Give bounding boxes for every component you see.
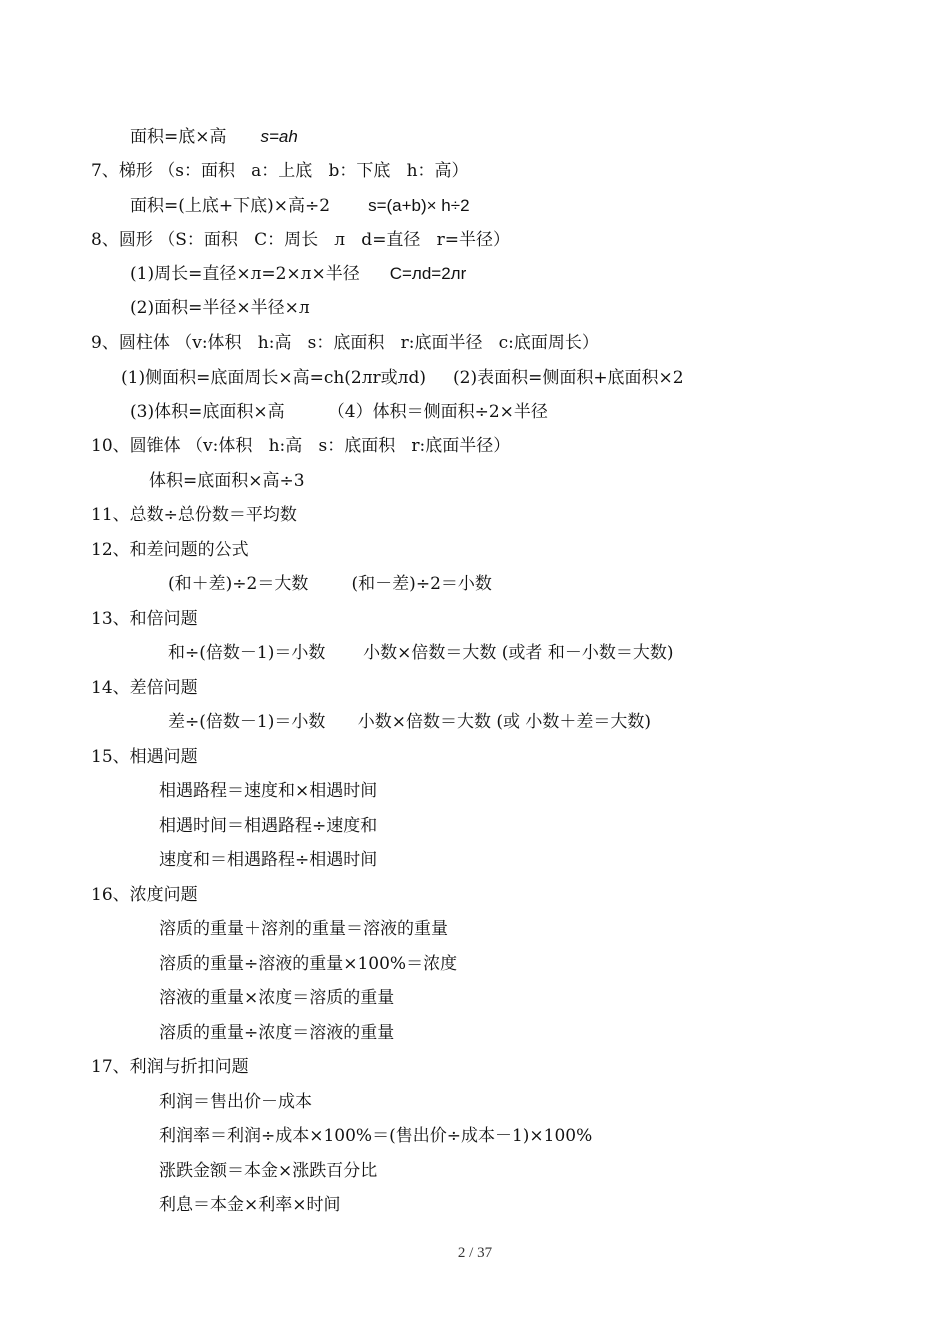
meeting-formula-3: 速度和＝相遇路程÷相遇时间 [159,850,378,870]
parallelogram-area-line [130,126,298,148]
page-number: 2 / 37 [457,1245,493,1261]
heading-sum-difference: 12、和差问题的公式 [91,540,249,560]
profit-formula-2: 利润率＝利润÷成本×100%＝(售出价÷成本－1)×100% [159,1126,593,1146]
text: 面积=(上底+下底)×高÷2 [130,196,331,216]
heading-trapezoid: 7、梯形 （s：面积 a：上底 b：下底 h：高） [91,161,469,181]
meeting-formula-1: 相遇路程＝速度和×相遇时间 [159,781,378,801]
formula: s=(a+b)× h÷2 [368,196,470,215]
profit-formula-3: 涨跌金额＝本金×涨跌百分比 [159,1161,378,1181]
cone-volume-line: 体积=底面积×高÷3 [149,471,305,491]
concentration-formula-1: 溶质的重量＋溶剂的重量＝溶液的重量 [159,919,448,939]
difference-multiple-formula: 差÷(倍数－1)＝小数 小数×倍数＝大数 (或 小数＋差＝大数) [168,712,652,732]
heading-circle: 8、圆形 （S：面积 C：周长 л d=直径 r=半径） [91,230,511,250]
profit-formula-1: 利润＝售出价－成本 [159,1092,312,1112]
heading-cylinder: 9、圆柱体 （v:体积 h:高 s：底面积 r:底面半径 c:底面周长） [91,333,599,353]
concentration-formula-3: 溶液的重量×浓度＝溶质的重量 [159,988,395,1008]
profit-formula-4: 利息＝本金×利率×时间 [159,1195,341,1215]
trapezoid-area-line [130,195,470,217]
circle-perimeter-line [130,263,466,285]
text: (1)周长=直径×л=2×л×半径 [130,264,360,284]
concentration-formula-2: 溶质的重量÷溶液的重量×100%＝浓度 [159,954,458,974]
formula: C=лd=2лr [389,264,467,283]
heading-sum-multiple: 13、和倍问题 [91,609,198,629]
meeting-formula-2: 相遇时间＝相遇路程÷速度和 [159,816,378,836]
formula: s=ah [260,127,298,146]
heading-concentration: 16、浓度问题 [91,885,198,905]
sum-multiple-formula: 和÷(倍数－1)＝小数 小数×倍数＝大数 (或者 和－小数＝大数) [168,643,674,663]
circle-area-line: (2)面积=半径×半径×л [130,298,310,318]
cylinder-surface-line: (1)侧面积=底面周长×高=ch(2лr或лd) (2)表面积=侧面积+底面积×2 [121,368,684,388]
heading-meeting: 15、相遇问题 [91,747,198,767]
heading-cone: 10、圆锥体 （v:体积 h:高 s：底面积 r:底面半径） [91,436,511,456]
concentration-formula-4: 溶质的重量÷浓度＝溶液的重量 [159,1023,395,1043]
cylinder-volume-line: (3)体积=底面积×高 （4）体积＝侧面积÷2×半径 [130,402,548,422]
heading-profit-discount: 17、利润与折扣问题 [91,1057,249,1077]
heading-difference-multiple: 14、差倍问题 [91,678,198,698]
text: 面积=底×高 [130,127,227,147]
sum-difference-formula: (和＋差)÷2＝大数 (和－差)÷2＝小数 [168,574,492,594]
heading-average: 11、总数÷总份数＝平均数 [91,505,297,525]
